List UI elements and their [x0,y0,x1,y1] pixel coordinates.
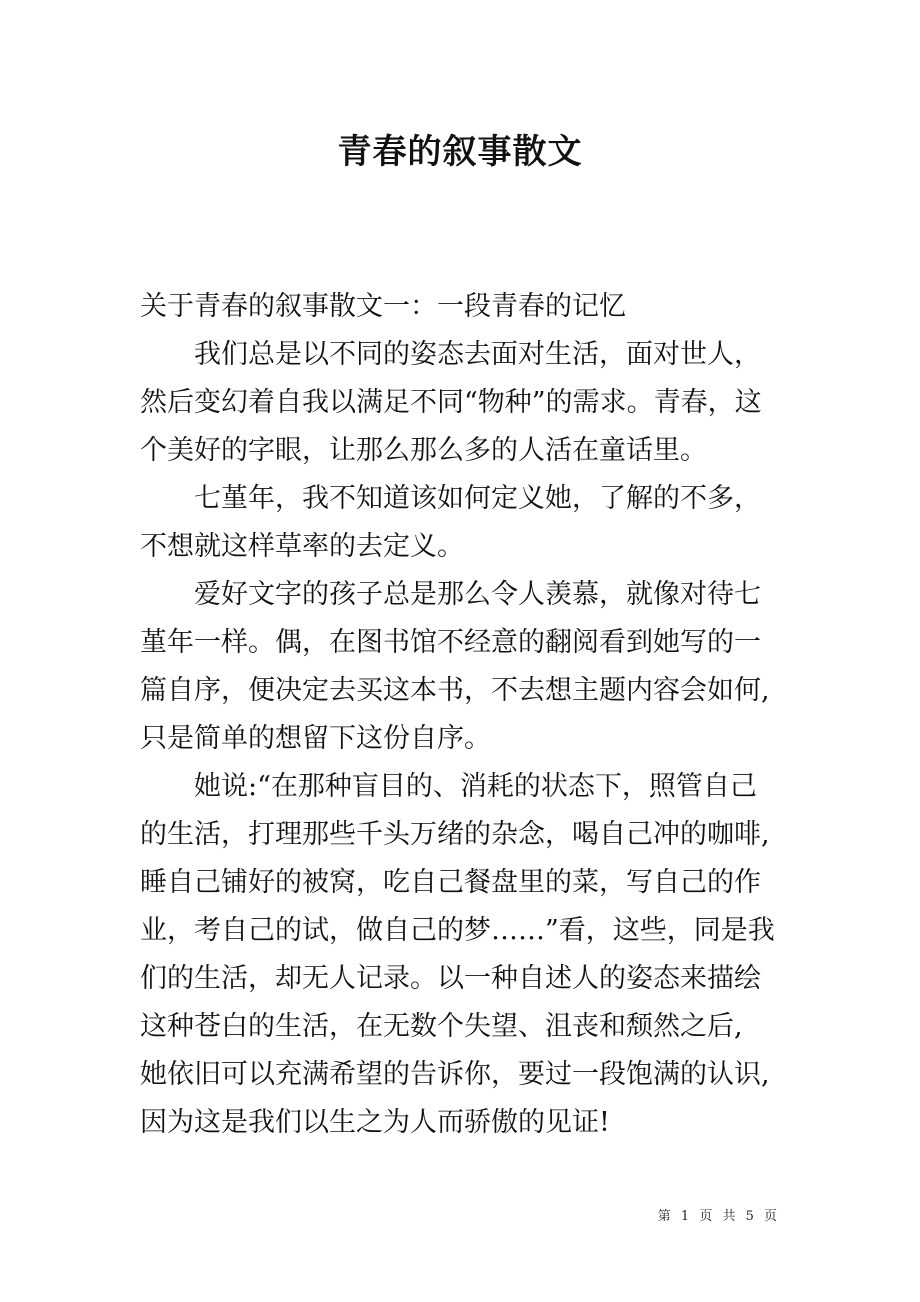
paragraph-2 [140,479,790,567]
paragraph-line: 篇自序，便决定去买这本书，不去想主题内容会如何, [140,675,770,706]
paragraph-line: 睡自己铺好的被窝，吃自己餐盘里的菜，写自己的作 [140,867,761,898]
paragraph-line: 她说:“在那种盲目的、消耗的状态下，照管自己 [194,771,757,802]
document-body [140,287,790,1151]
paragraph-4 [140,767,790,1143]
paragraph-line: 她依旧可以充满希望的告诉你，要过一段饱满的认识, [140,1059,770,1090]
paragraph-3 [140,575,790,759]
paragraph-line: 不想就这样草率的去定义。 [140,531,464,562]
paragraph-line: 们的生活，却无人记录。以一种自述人的姿态来描绘 [140,963,761,994]
paragraph-line: 我们总是以不同的姿态去面对生活，面对世人， [194,339,761,370]
paragraph-line: 业，考自己的试，做自己的梦……”看，这些，同是我 [140,915,775,946]
section-heading: 关于青春的叙事散文一：一段青春的记忆 [140,291,626,322]
paragraph-line: 这种苍白的生活，在无数个失望、沮丧和颓然之后, [140,1011,743,1042]
paragraph-line: 七堇年，我不知道该如何定义她，了解的不多， [194,483,761,514]
document-title: 青春的叙事散文 [337,132,583,172]
paragraph-line: 然后变幻着自我以满足不同“物种”的需求。青春，这 [140,387,762,418]
paragraph-1 [140,335,790,471]
page-number-footer: 第 1 页 共 5 页 [657,1209,780,1224]
paragraph-line: 堇年一样。偶，在图书馆不经意的翻阅看到她写的一 [140,627,761,658]
paragraph-line: 爱好文字的孩子总是那么令人羡慕，就像对待七 [194,579,761,610]
paragraph-line: 个美好的字眼，让那么那么多的人活在童话里。 [140,435,707,466]
paragraph-line: 只是简单的想留下这份自序。 [140,723,491,754]
paragraph-line: 的生活，打理那些千头万绪的杂念，喝自己冲的咖啡, [140,819,770,850]
paragraph-line: 因为这是我们以生之为人而骄傲的见证! [140,1107,610,1138]
